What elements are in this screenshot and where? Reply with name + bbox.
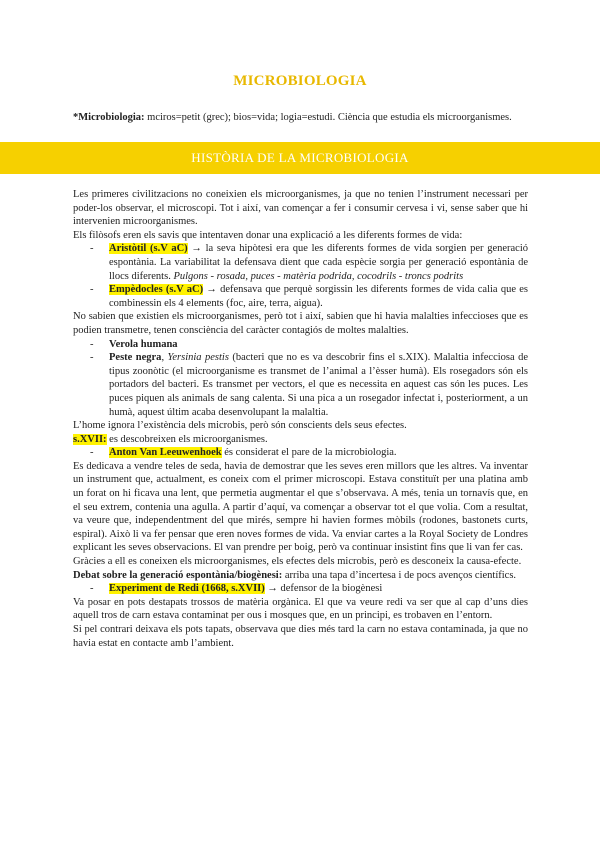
list-item-pesta: - Peste negra, Yersinia pestis (bacteri que no es va descobrir fins el s.XIX). Malaltia infecciosa de tipus zoonòtic (el microorganisme es transmet de l’animal a l’èsser humà). Els rosegadors són els portadors del bacteri. Es transmet per vectors, el que es necessita en aquest cas són les puces. Les puces piquen als animals de sang calenta. Si una pica a un rosegador infectat i, posteriorment, a un humà, aquest últim acaba desenvolupant la malaltia.: [90, 352, 528, 418]
list-item-redi: [73, 582, 528, 596]
page-title: MICROBIOLOGIA: [233, 73, 367, 89]
list-dash: -: [90, 338, 94, 350]
highlight-redi: Experiment de Redi (1668, s.XVII): [109, 583, 265, 595]
debat-line: [73, 569, 528, 583]
list-dash: -: [90, 352, 94, 364]
paragraph: Es dedicava a vendre teles de seda, havia de demostrar que les seves eren millors que les altres. Va inventar un instrument que, actualment, es coneix com el primer microscopi. Estava constituït per una platina amb un forat on hi ficava una lent, que permetia augmentar el que s’observava. A més, tenia un tornavís que, en el seu extrem, contenia una agulla. A partir d’aquí, va començar a observar tot el que volia. Com a resultat, va veure que, independentment del que mirés, sempre hi havien formes mòbils (rodones, bastonets curts, espiral). Això li va fer pensar que eren noves formes de vida. Va enviar cartes a la Royal Society de Londres explicant les seves observacions. El van prendre per boig, però va continuar insistint fins que li van fer cas.: [73, 460, 528, 554]
list-item-aristotil: [73, 242, 528, 283]
list-item-empedocles: [73, 283, 528, 310]
paragraph: Els filòsofs eren els savis que intentaven donar una explicació a les diferents formes de vida:: [73, 229, 463, 241]
list-dash: -: [90, 243, 94, 255]
paragraph: L’home ignora l’existència dels microbis, però són conscients dels seus efectes.: [73, 420, 407, 432]
definition-paragraph: [73, 111, 527, 125]
list-item-verola: [73, 338, 528, 352]
empedocles-text: → defensava que perquè sorgissin les diferents formes de vida calia que es combinessin els 4 elements (foc, aire, terra, aigua).: [109, 284, 528, 309]
sxvii-text: es descobreixen els microorganismes.: [106, 433, 268, 445]
sxvii-line: [73, 433, 528, 447]
highlight-sxvii: s.XVII:: [73, 433, 107, 445]
section-banner: [0, 142, 600, 174]
list-dash: -: [90, 583, 94, 595]
highlight-leeuwenhoek: Anton Van Leeuwenhoek: [109, 447, 222, 459]
redi-text: → defensor de la biogènesi: [264, 583, 383, 595]
pesta-species: Yersinia pestis: [167, 352, 229, 364]
paragraph: Les primeres civilitzacions no coneixien els microorganismes, ja que no tenien l’instrument necessari per poder-los observar, el microscopi. Tot i així, van començar a fer i consumir cervesa i vi, sense saber que hi intervenien microorganismes.: [73, 189, 528, 228]
aristotil-text: → la seva hipòtesi era que les diferents formes de vida sorgien per generació espontània. La variabilitat la defensava dient que cada espècie sorgia per generació espontània de llocs diferents.: [109, 243, 528, 282]
highlight-empedocles: Empèdocles (s.V aC): [109, 284, 204, 296]
leeuwenhoek-text: és considerat el pare de la microbiologia.: [221, 447, 397, 459]
pesta-label: Peste negra: [109, 352, 162, 364]
pesta-text: (bacteri que no es va descobrir fins el s.XIX). Malaltia infecciosa de tipus zoonòtic (el microorganisme es transmet de l’animal a l’èsser humà). Els rosegadors són els portadors del bacteri. Es transmet per vectors, el que es necessita en aquest cas són les puces. Les puces piquen als animals de sang calenta. Si una pica a un rosegador infectat i, posteriorment, a un humà, aquest últim acaba desenvolupant la malaltia.: [109, 352, 528, 418]
paragraph: Va posar en pots destapats trossos de matèria orgànica. El que va veure redi va ser que al cap d’uns dies aquell tros de carn estava contaminat per ous i mosques que, en un principi, es trobaven en l’entorn.: [73, 596, 528, 622]
definition-term: *Microbiologia:: [73, 112, 145, 123]
section-title: HISTÒRIA DE LA MICROBIOLOGIA: [191, 150, 409, 165]
debat-text: arriba una tapa d’incertesa i de pocs avenços científics.: [282, 569, 517, 581]
list-dash: -: [90, 284, 94, 296]
verola-label: Verola humana: [109, 338, 178, 350]
highlight-aristotil: Aristòtil (s.V aC): [109, 243, 188, 255]
definition-text: mciros=petit (grec); bios=vida; logia=estudi. Ciència que estudia els microorganismes.: [144, 112, 512, 123]
list-dash: -: [90, 447, 94, 459]
document-body: [73, 188, 528, 650]
debat-label: Debat sobre la generació espontània/biogènesi:: [73, 569, 283, 581]
paragraph: Si pel contrari deixava els pots tapats, observava que dies més tard la carn no estava contaminada, ja que no havia estat en contacte amb l’ambient.: [73, 624, 528, 649]
aristotil-examples: Pulgons - rosada, puces - matèria podrida, cocodrils - troncs podrits: [173, 270, 464, 282]
paragraph: Gràcies a ell es coneixen els microorganismes, els efectes dels microbis, però es desconeix la causa-efecte.: [73, 556, 522, 568]
paragraph: No sabien que existien els microorganismes, però tot i així, sabien que hi havia malalties infeccioses que es podien transmetre, tenen consciència del caràcter contagiós de moltes malalties.: [73, 311, 528, 336]
list-item-leeuwenhoek: [73, 446, 528, 460]
